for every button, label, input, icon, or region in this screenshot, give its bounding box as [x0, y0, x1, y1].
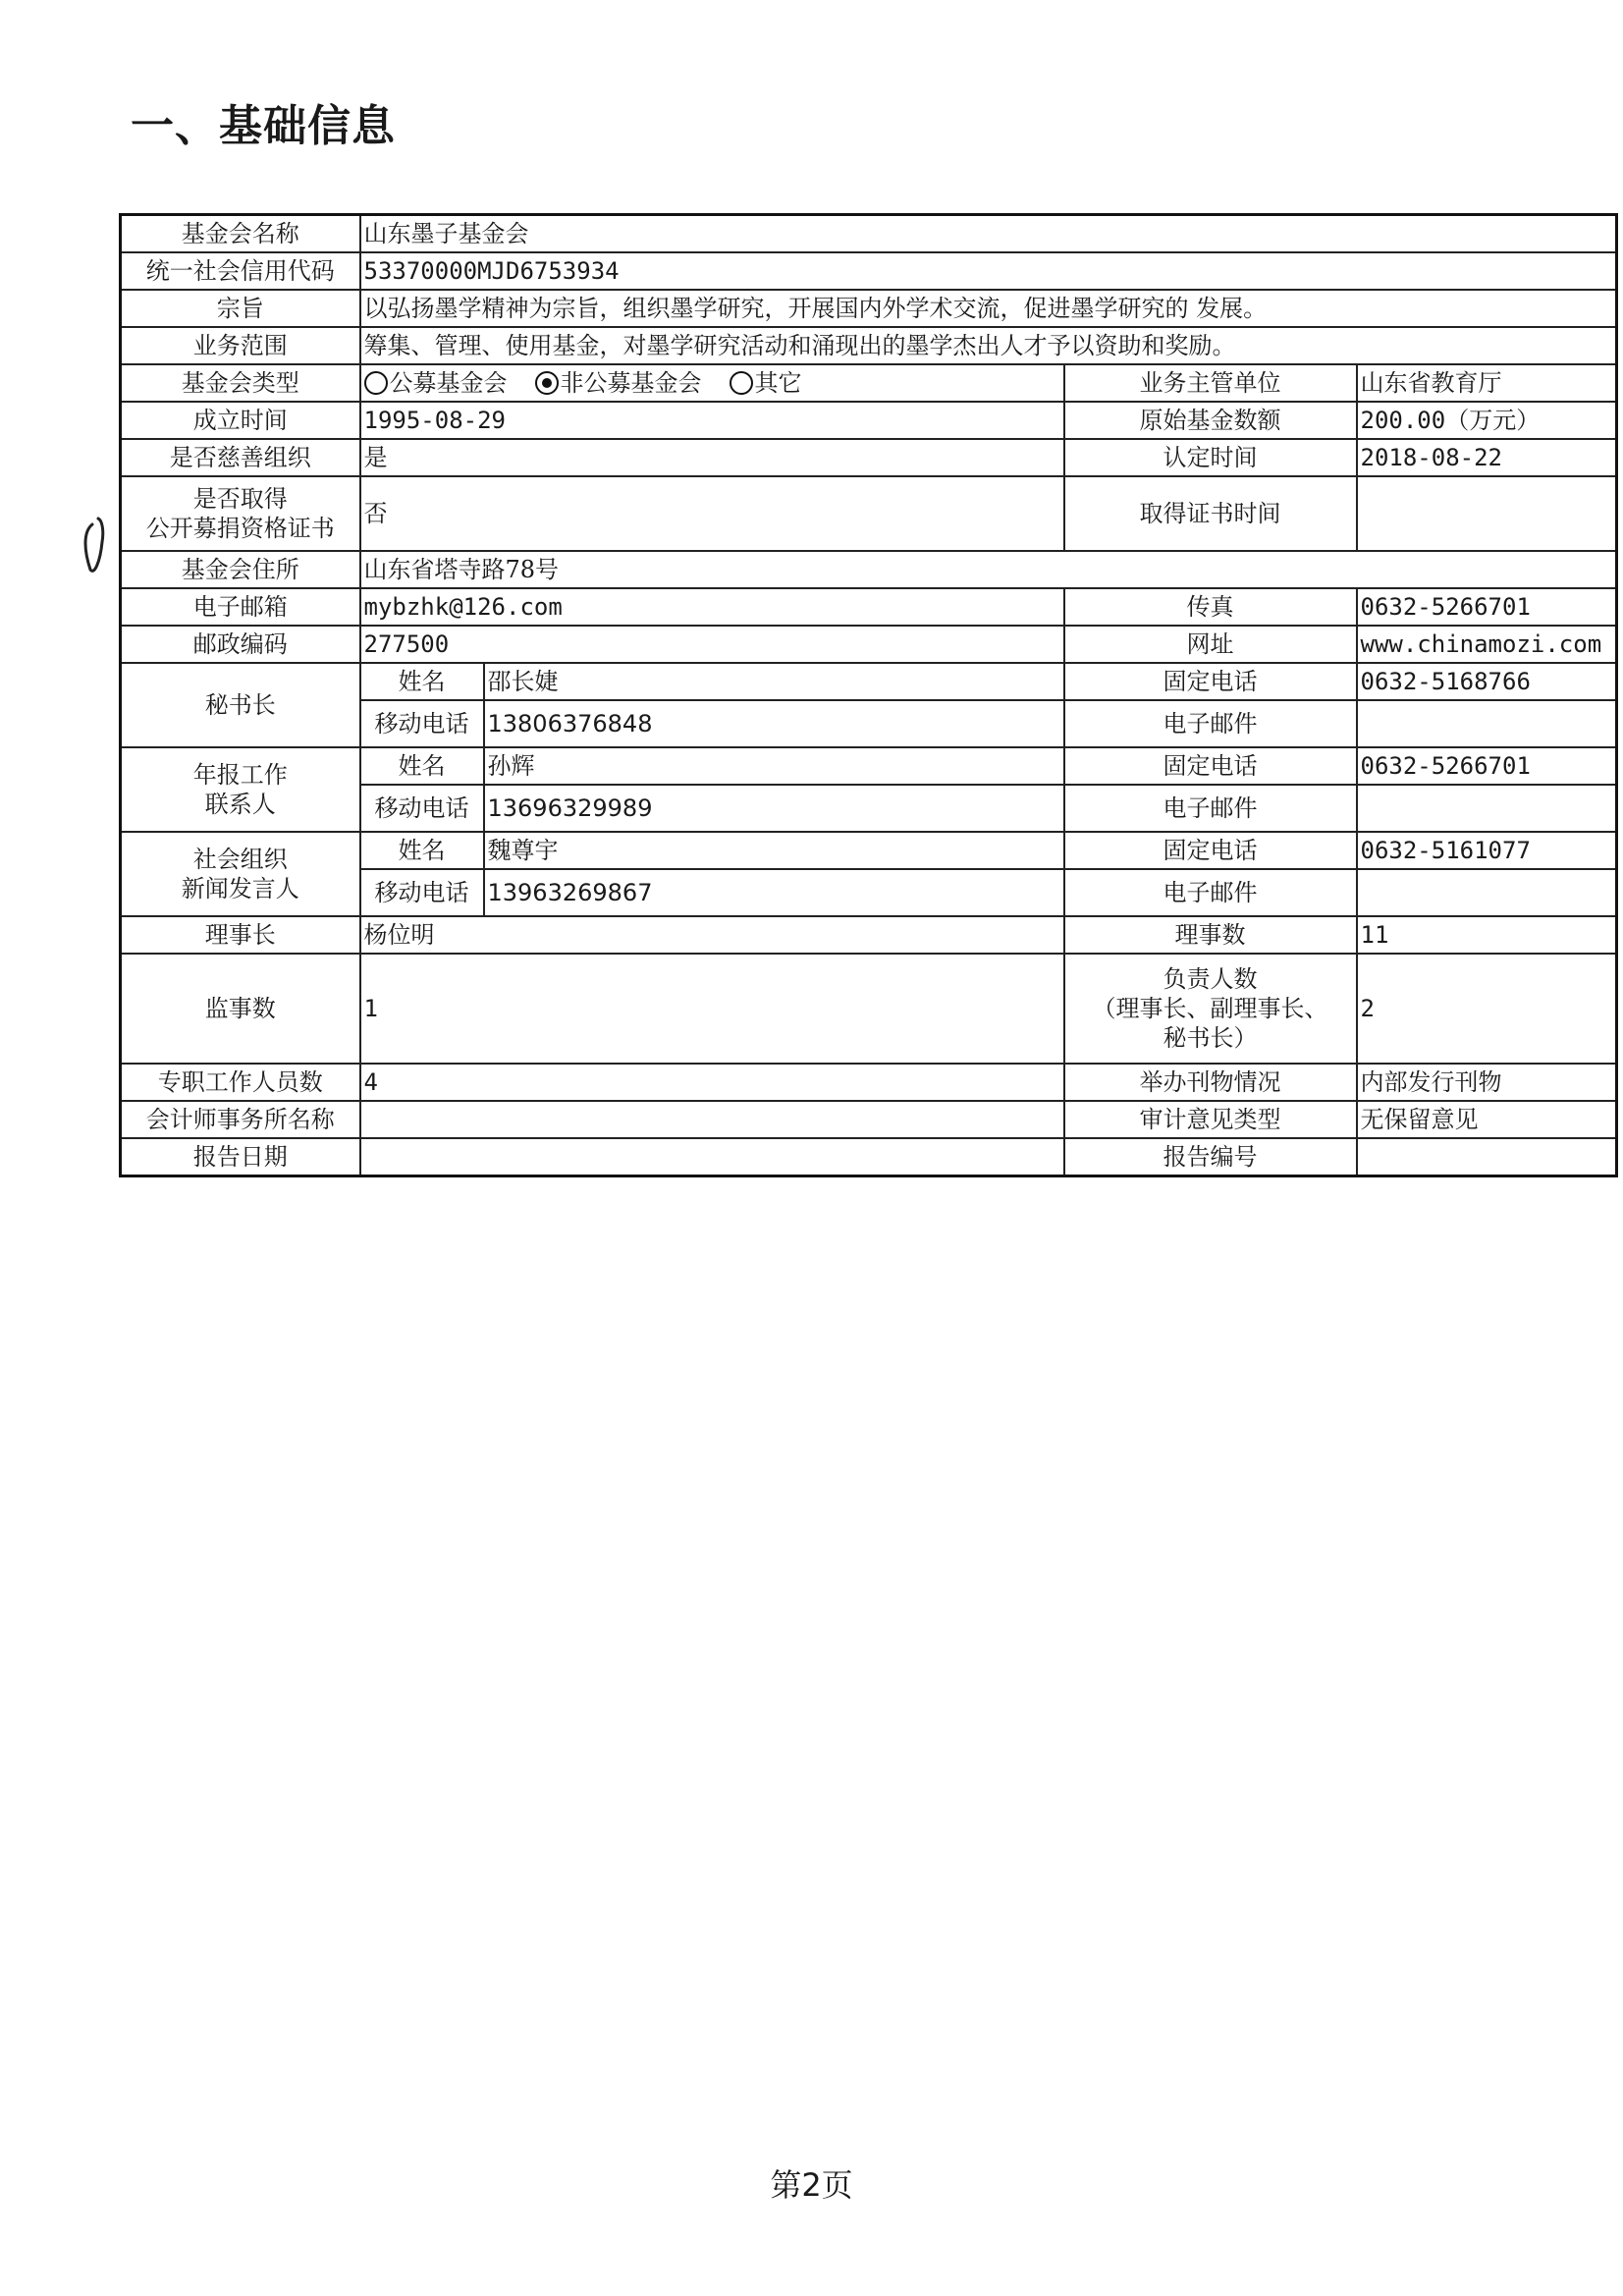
contact-label-line2: 联系人 — [204, 791, 276, 818]
contact-email-value — [1357, 785, 1617, 832]
contact-phone-label: 固定电话 — [1064, 663, 1357, 700]
table-row — [121, 290, 1617, 327]
table-row — [121, 1064, 1617, 1101]
supervisor-unit-label: 业务主管单位 — [1064, 364, 1357, 402]
address-label: 基金会住所 — [121, 551, 360, 588]
radio-public-foundation[interactable] — [364, 368, 508, 398]
staff-count-label: 专职工作人员数 — [121, 1064, 360, 1101]
chairman-label: 理事长 — [121, 916, 360, 954]
table-row — [121, 588, 1617, 626]
email-value: mybzhk@126.com — [360, 588, 1064, 626]
table-row — [121, 551, 1617, 588]
supervisor-unit-value: 山东省教育厅 — [1357, 364, 1617, 402]
table-row — [121, 747, 1617, 785]
spokesperson-label — [121, 832, 360, 916]
address-value: 山东省塔寺路78号 — [360, 551, 1617, 588]
report-number-label: 报告编号 — [1064, 1138, 1357, 1176]
purpose-label: 宗旨 — [121, 290, 360, 327]
section-title: 一、基础信息 — [131, 101, 396, 151]
audit-opinion-label: 审计意见类型 — [1064, 1101, 1357, 1138]
contact-label-line1: 秘书长 — [204, 691, 276, 719]
publication-label: 举办刊物情况 — [1064, 1064, 1357, 1101]
initial-fund-label: 原始基金数额 — [1064, 402, 1357, 439]
recognition-date-label: 认定时间 — [1064, 439, 1357, 476]
radio-label: 公募基金会 — [389, 369, 508, 397]
table-row — [121, 402, 1617, 439]
charity-label: 是否慈善组织 — [121, 439, 360, 476]
credit-code-value: 53370000MJD6753934 — [360, 252, 1617, 290]
contact-email-label: 电子邮件 — [1064, 869, 1357, 916]
contact-email-value — [1357, 869, 1617, 916]
table-row — [121, 327, 1617, 364]
table-row — [121, 252, 1617, 290]
table-row — [121, 364, 1617, 402]
annual-report-contact-label — [121, 747, 360, 832]
certificate-date-label: 取得证书时间 — [1064, 476, 1357, 551]
report-date-label: 报告日期 — [121, 1138, 360, 1176]
fundraising-value: 否 — [360, 476, 1064, 551]
table-row — [121, 476, 1617, 551]
handwritten-mark — [81, 513, 120, 581]
table-row — [121, 663, 1617, 700]
radio-nonpublic-foundation[interactable] — [535, 368, 702, 398]
radio-circle-icon — [364, 371, 388, 395]
report-number-value — [1357, 1138, 1617, 1176]
accounting-firm-value — [360, 1101, 1064, 1138]
contact-label-line1: 社会组织 — [192, 846, 288, 873]
table-row — [121, 1138, 1617, 1176]
contact-mobile-label: 移动电话 — [360, 785, 484, 832]
secretary-general-label — [121, 663, 360, 747]
contact-name-label: 姓名 — [360, 747, 484, 785]
accounting-firm-label: 会计师事务所名称 — [121, 1101, 360, 1138]
leader-count-label-line3: 秘书长） — [1163, 1024, 1258, 1052]
contact-label-line1: 年报工作 — [192, 761, 288, 789]
contact-phone-label: 固定电话 — [1064, 832, 1357, 869]
publication-value: 内部发行刊物 — [1357, 1064, 1617, 1101]
purpose-value: 以弘扬墨学精神为宗旨，组织墨学研究，开展国内外学术交流，促进墨学研究的 发展。 — [360, 290, 1617, 327]
contact-phone-value: 0632-5161077 — [1357, 832, 1617, 869]
staff-count-value: 4 — [360, 1064, 1064, 1101]
contact-mobile-value: 13806376848 — [484, 700, 1064, 747]
certificate-date-value — [1357, 476, 1617, 551]
contact-name-value: 孙辉 — [484, 747, 1064, 785]
founded-label: 成立时间 — [121, 402, 360, 439]
leader-count-label-line1: 负责人数 — [1163, 965, 1258, 993]
contact-name-value: 魏尊宇 — [484, 832, 1064, 869]
charity-value: 是 — [360, 439, 1064, 476]
postcode-value: 277500 — [360, 626, 1064, 663]
basic-info-table — [119, 213, 1618, 1177]
leader-count-value: 2 — [1357, 954, 1617, 1064]
scope-label: 业务范围 — [121, 327, 360, 364]
table-row — [121, 439, 1617, 476]
initial-fund-value: 200.00（万元） — [1357, 402, 1617, 439]
director-count-label: 理事数 — [1064, 916, 1357, 954]
name-value: 山东墨子基金会 — [360, 215, 1617, 253]
contact-email-label: 电子邮件 — [1064, 700, 1357, 747]
radio-selected-icon — [535, 371, 559, 395]
table-row — [121, 916, 1617, 954]
leader-count-label — [1064, 954, 1357, 1064]
credit-code-label: 统一社会信用代码 — [121, 252, 360, 290]
page-number: 第2页 — [770, 2166, 853, 2204]
director-count-value: 11 — [1357, 916, 1617, 954]
contact-mobile-value: 13696329989 — [484, 785, 1064, 832]
scope-value: 筹集、管理、使用基金，对墨学研究活动和涌现出的墨学杰出人才予以资助和奖励。 — [360, 327, 1617, 364]
contact-email-label: 电子邮件 — [1064, 785, 1357, 832]
contact-name-label: 姓名 — [360, 832, 484, 869]
radio-circle-icon — [730, 371, 753, 395]
audit-opinion-value: 无保留意见 — [1357, 1101, 1617, 1138]
name-label: 基金会名称 — [121, 215, 360, 253]
type-label: 基金会类型 — [121, 364, 360, 402]
recognition-date-value: 2018-08-22 — [1357, 439, 1617, 476]
fundraising-label — [121, 476, 360, 551]
contact-mobile-label: 移动电话 — [360, 869, 484, 916]
table-row — [121, 215, 1617, 253]
table-row — [121, 954, 1617, 1064]
table-row — [121, 832, 1617, 869]
founded-value: 1995-08-29 — [360, 402, 1064, 439]
contact-name-value: 邵长婕 — [484, 663, 1064, 700]
fax-label: 传真 — [1064, 588, 1357, 626]
website-value: www.chinamozi.com — [1357, 626, 1617, 663]
chairman-value: 杨位明 — [360, 916, 1064, 954]
contact-phone-value: 0632-5168766 — [1357, 663, 1617, 700]
supervisor-count-label: 监事数 — [121, 954, 360, 1064]
contact-mobile-value: 13963269867 — [484, 869, 1064, 916]
website-label: 网址 — [1064, 626, 1357, 663]
fax-value: 0632-5266701 — [1357, 588, 1617, 626]
supervisor-count-value: 1 — [360, 954, 1064, 1064]
radio-label: 非公募基金会 — [560, 369, 702, 397]
contact-phone-label: 固定电话 — [1064, 747, 1357, 785]
radio-label: 其它 — [754, 369, 802, 397]
contact-email-value — [1357, 700, 1617, 747]
fundraising-label-line2: 公开募捐资格证书 — [145, 515, 335, 542]
email-label: 电子邮箱 — [121, 588, 360, 626]
contact-label-line2: 新闻发言人 — [181, 875, 299, 902]
fundraising-label-line1: 是否取得 — [192, 485, 288, 513]
contact-name-label: 姓名 — [360, 663, 484, 700]
contact-phone-value: 0632-5266701 — [1357, 747, 1617, 785]
table-row — [121, 1101, 1617, 1138]
type-options — [360, 364, 1064, 402]
leader-count-label-line2: （理事长、副理事长、 — [1092, 995, 1328, 1022]
contact-mobile-label: 移动电话 — [360, 700, 484, 747]
radio-other[interactable] — [730, 368, 802, 398]
report-date-value — [360, 1138, 1064, 1176]
postcode-label: 邮政编码 — [121, 626, 360, 663]
table-row — [121, 626, 1617, 663]
